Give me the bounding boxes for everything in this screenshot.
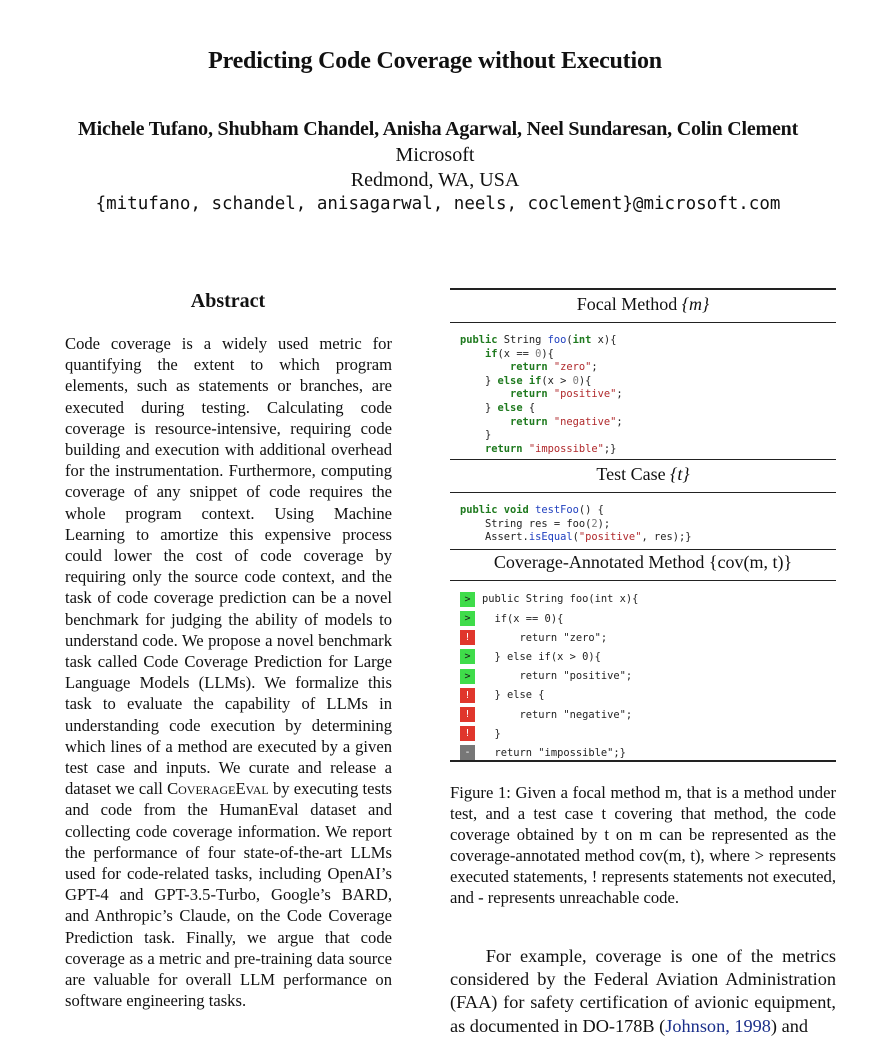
coverage-line xyxy=(460,705,632,724)
abstract-heading: Abstract xyxy=(190,290,266,312)
coverage-line-code: } else if(x > 0){ xyxy=(482,650,601,663)
focal-method-code: public String foo(int x){ if(x == 0){ return "zero"; } else if(x > 0){ return "positive"; } else { return "negative"; } return "impossible";} xyxy=(460,334,623,455)
abstract-text-part2: by executing tests and code from the HumanEval dataset and collecting code coverage information. We report the performance of four state-of-the-art LLMs used for code-related tasks, including OpenAI’s GPT-4 and GPT-3.5-Turbo, Google’s BARD, and Anthropic’s Claude, on the Code Coverage Prediction task. Finally, we argue that code coverage as a metric and pre-training data source are valuable for overall LLM performance on software engineering tasks. xyxy=(65,779,392,1011)
coverage-executed-badge: > xyxy=(460,649,475,664)
affiliation-organization: Microsoft xyxy=(395,144,475,166)
coverage-line-code: return "negative"; xyxy=(482,708,633,721)
coverage-heading: Coverage-Annotated Method {cov(m, t)} xyxy=(493,552,793,572)
coverage-not-executed-badge: ! xyxy=(460,688,475,703)
coverage-line xyxy=(460,724,501,743)
coverage-line-code: return "zero"; xyxy=(482,631,608,644)
coverage-unreachable-badge: - xyxy=(460,745,475,760)
abstract-body xyxy=(65,333,392,1012)
coverage-not-executed-badge: ! xyxy=(460,707,475,722)
coverage-line xyxy=(460,667,632,686)
coverage-top-rule xyxy=(450,549,836,550)
coverage-line xyxy=(460,590,638,609)
coverage-line-code: } xyxy=(482,727,501,740)
figure-bottom-rule xyxy=(450,760,836,762)
coverage-not-executed-badge: ! xyxy=(460,630,475,645)
coverage-line-code: } else { xyxy=(482,689,545,702)
author-emails: {mitufano, schandel, anisagarwal, neels, coclement}@microsoft.com xyxy=(95,194,781,214)
coverage-executed-badge: > xyxy=(460,611,475,626)
paper-title: Predicting Code Coverage without Execution xyxy=(208,48,662,74)
coverage-executed-badge: > xyxy=(460,669,475,684)
citation-link[interactable]: Johnson, 1998 xyxy=(665,1015,771,1036)
coverage-line-code: return "impossible";} xyxy=(482,746,626,759)
abstract-text-part1: Code coverage is a widely used metric for quantifying the extent to which program elements, such as statements or branches, are executed during testing. Calculating code coverage is resource-intensive, requiring code building and execution with additional overhead for the instrumentation. Furthermore, computing coverage of any snippet of code requires the whole program context. Using Machine Learning to amortize this expensive process could lower the cost of code coverage by requiring only the source code context, and the task of code coverage prediction can be a novel benchmark for judging the ability of models to understand code. We propose a novel benchmark task called Code Coverage Prediction for Large Language Models (LLMs). We formalize this task to evaluate the capability of LLMs in understanding code execution by determining which lines of a method are executed by a given test case and inputs. We curate and release a dataset we call xyxy=(65,334,392,799)
figure-top-rule xyxy=(450,288,836,290)
dataset-name: CoverageEval xyxy=(167,779,269,799)
coverage-line xyxy=(460,648,601,667)
coverage-line xyxy=(460,628,607,647)
affiliation-location: Redmond, WA, USA xyxy=(350,169,520,191)
coverage-line-code: return "positive"; xyxy=(482,670,633,683)
test-case-code: public void testFoo() { String res = foo(2); Assert.isEqual("positive", res);} xyxy=(460,504,692,544)
author-list: Michele Tufano, Shubham Chandel, Anisha Agarwal, Neel Sundaresan, Colin Clement xyxy=(77,118,799,140)
focal-method-rule xyxy=(450,322,836,323)
coverage-not-executed-badge: ! xyxy=(460,726,475,741)
focal-method-heading: Focal Method {m} xyxy=(576,294,710,314)
coverage-line xyxy=(460,686,545,705)
test-case-heading: Test Case {t} xyxy=(596,464,690,484)
test-case-rule xyxy=(450,492,836,493)
figure-caption: Figure 1: Given a focal method m, that is a method under test, and a test case t covering that method, the code coverage obtained by t on m can be represented as the coverage-annotated method cov(m, t), where > represents executed statements, ! represents statements not executed, and - represents unreachable code. xyxy=(450,783,836,907)
coverage-executed-badge: > xyxy=(460,592,475,607)
coverage-line-code: if(x == 0){ xyxy=(482,612,564,625)
coverage-line-code: public String foo(int x){ xyxy=(482,593,639,606)
coverage-line xyxy=(460,609,563,628)
test-case-top-rule xyxy=(450,459,836,460)
intro-paragraph: For example, coverage is one of the metrics considered by the Federal Aviation Administration (FAA) for safety certification of avionic equipment, as documented in DO-178B (Johnson, 1998) and xyxy=(450,946,836,1036)
coverage-rule xyxy=(450,580,836,581)
